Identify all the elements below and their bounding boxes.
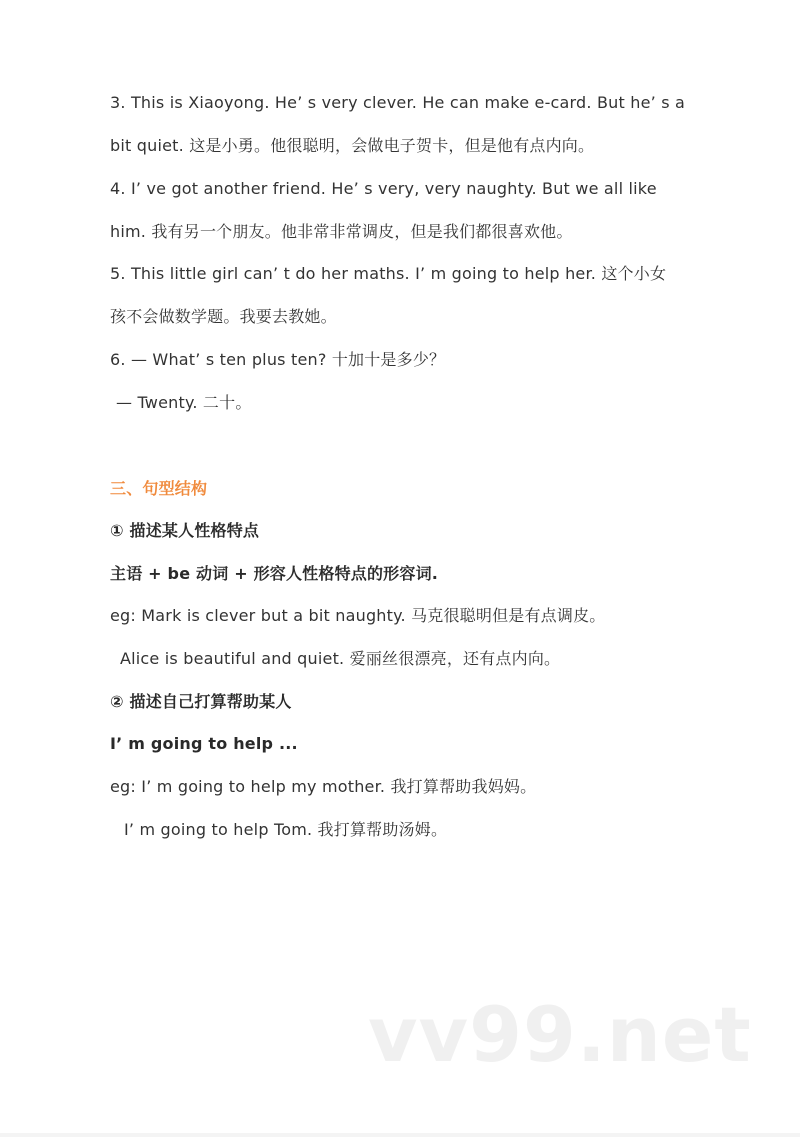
example-4-english: 4. I’ ve got another friend. He’ s very, very naughty. But we all like xyxy=(110,179,657,198)
subsection-2-title: ② 描述自己打算帮助某人 xyxy=(110,692,292,711)
sentence-pattern-2: I’ m going to help ... xyxy=(110,734,298,753)
example-3-translation: bit quiet. 这是小勇。他很聪明，会做电子贺卡，但是他有点内向。 xyxy=(110,136,595,155)
example-4-translation: him. 我有另一个朋友。他非常非常调皮，但是我们都很喜欢他。 xyxy=(110,222,573,241)
example-3-english: 3. This is Xiaoyong. He’ s very clever. He can make e-card. But he’ s a xyxy=(110,93,686,112)
section-heading: 三、句型结构 xyxy=(110,479,208,498)
page-bottom-edge xyxy=(0,1133,800,1137)
pattern-1-example-a: eg: Mark is clever but a bit naughty. 马克很聪明但是有点调皮。 xyxy=(110,606,606,625)
pattern-1-example-b: Alice is beautiful and quiet. 爱丽丝很漂亮，还有点内向。 xyxy=(120,649,561,668)
pattern-2-example-b: I’ m going to help Tom. 我打算帮助汤姆。 xyxy=(124,820,448,839)
sentence-pattern-1: 主语 + be 动词 + 形容人性格特点的形容词. xyxy=(110,564,439,583)
subsection-1-title: ① 描述某人性格特点 xyxy=(110,521,260,540)
example-6-question: 6. — What’ s ten plus ten? 十加十是多少？ xyxy=(110,350,446,369)
watermark: vv99.net xyxy=(368,990,752,1079)
example-6-answer: — Twenty. 二十。 xyxy=(116,393,252,412)
example-5-translation: 孩不会做数学题。我要去教她。 xyxy=(110,307,337,326)
pattern-2-example-a: eg: I’ m going to help my mother. 我打算帮助我妈妈。 xyxy=(110,777,537,796)
example-5-english: 5. This little girl can’ t do her maths. I’ m going to help her. 这个小女 xyxy=(110,264,667,283)
